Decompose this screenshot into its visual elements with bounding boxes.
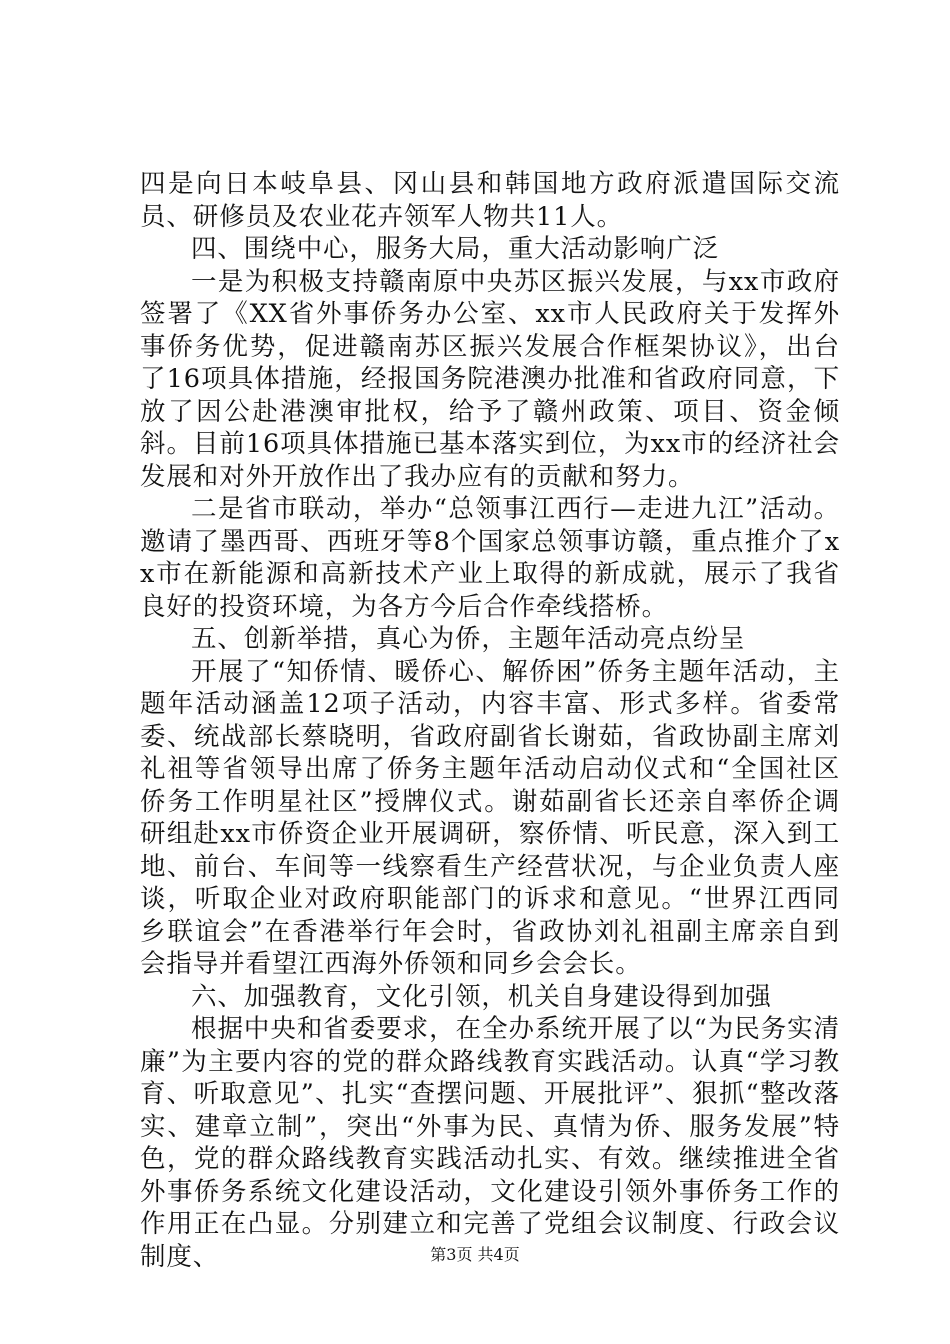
document-body — [140, 168, 840, 1273]
section-heading-4: 四、围绕中心，服务大局，重大活动影响广泛 — [191, 234, 720, 264]
paragraph-1: 四是向日本岐阜县、冈山县和韩国地方政府派遣国际交流员、研修员及农业花卉领军人物共11人。 — [140, 169, 840, 232]
paragraph-6: 开展了“知侨情、暖侨心、解侨困”侨务主题年活动，主题年活动涵盖12项子活动，内容丰富、形式多样。省委常委、统战部长蔡晓明，省政府副省长谢茹，省政协副主席刘礼祖等省领导出席了侨务主题年活动启动仪式和“全国社区侨务工作明星社区”授牌仪式。谢茹副省长还亲自率侨企调研组赴xx市侨资企业开展调研，察侨情、听民意，深入到工地、前台、车间等一线察看生产经营状况，与企业负责人座谈，听取企业对政府职能部门的诉求和意见。“世界江西同乡联谊会”在香港举行年会时，省政协刘礼祖副主席亲自到会指导并看望江西海外侨领和同乡会会长。 — [140, 656, 840, 979]
page-number-footer: 第3页 共4页 — [430, 1245, 520, 1264]
paragraph-3: 一是为积极支持赣南原中央苏区振兴发展，与xx市政府签署了《XX省外事侨务办公室、xx市人民政府关于发挥外事侨务优势，促进赣南苏区振兴发展合作框架协议》，出台了16项具体措施，经报国务院港澳办批准和省政府同意，下放了因公赴港澳审批权，给予了赣州政策、项目、资金倾斜。目前16项具体措施已基本落实到位，为xx市的经济社会发展和对外开放作出了我办应有的贡献和努力。 — [140, 266, 840, 492]
section-heading-6: 六、加强教育，文化引领，机关自身建设得到加强 — [191, 981, 772, 1012]
paragraph-4: 二是省市联动，举办“总领事江西行—走进九江”活动。邀请了墨西哥、西班牙等8个国家总领事访赣，重点推介了xx市在新能源和高新技术产业上取得的新成就，展示了我省良好的投资环境，为各方今后合作牵线搭桥。 — [140, 494, 840, 622]
paragraph-8: 根据中央和省委要求，在全办系统开展了以“为民务实清廉”为主要内容的党的群众路线教育实践活动。认真“学习教育、听取意见”、扎实“查摆问题、开展批评”、狠抓“整改落实、建章立制”，突出“外事为民、真情为侨、服务发展”特色，党的群众路线教育实践活动扎实、有效。继续推进全省外事侨务系统文化建设活动，文化建设引领外事侨务工作的作用正在凸显。分别建立和完善了党组会议制度、行政会议制度、 — [140, 1014, 840, 1272]
section-heading-5: 五、创新举措，真心为侨，主题年活动亮点纷呈 — [191, 624, 746, 654]
